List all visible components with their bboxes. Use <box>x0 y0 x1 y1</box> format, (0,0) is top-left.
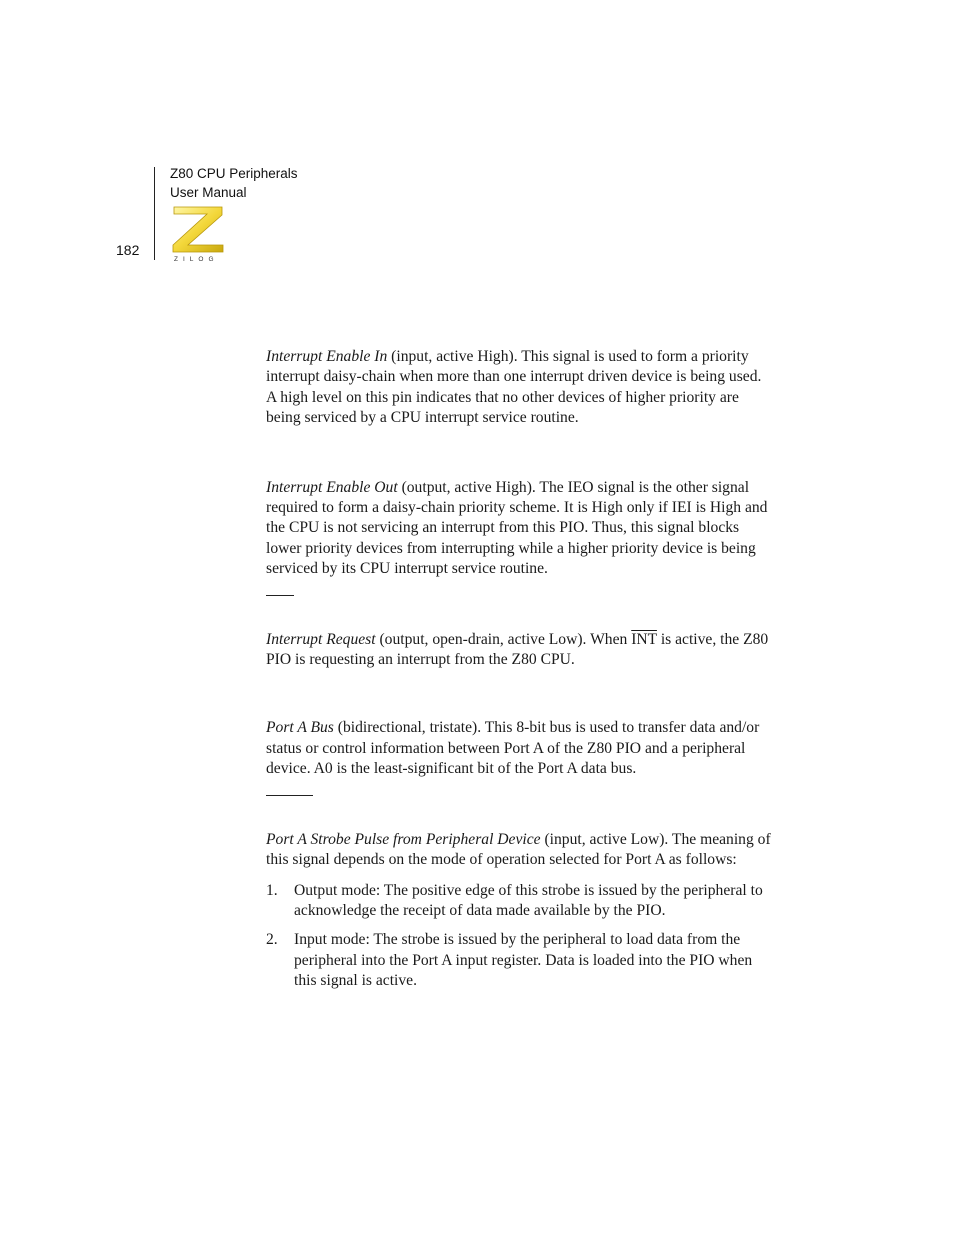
zilog-logo <box>170 205 226 263</box>
paragraph <box>266 830 772 871</box>
entry-ieo <box>266 478 772 580</box>
description: (input, active High). This signal is used to form a priority interrupt daisy-chain when more than one interrupt driven device is being used. A high level on this pin indicates that no other devices of higher priority are being serviced by a CPU interrupt service routine. <box>266 348 762 427</box>
list-text: Output mode: The positive edge of this strobe is issued by the peripheral to acknowledge the receipt of data made available by the PIO. <box>294 881 763 919</box>
term: Port A Bus <box>266 719 334 737</box>
entry-port-a-strobe <box>266 795 772 992</box>
description: (output, active High). The IEO signal is the other signal required to form a daisy-chain priority scheme. It is High only if IEI is High and the CPU is not servicing an interrupt from this PIO. Thus, this signal blocks lower priority devices from interrupting while a higher priority device is being serviced by its CPU interrupt service routine. <box>266 478 768 578</box>
header-rule <box>154 167 155 260</box>
term: Interrupt Enable In <box>266 348 388 365</box>
entry-iei <box>266 347 772 429</box>
list-number: 2. <box>266 931 278 949</box>
paragraph <box>266 630 772 671</box>
paragraph <box>266 718 772 779</box>
list-item <box>266 930 772 991</box>
active-low-overbar <box>266 595 294 596</box>
mode-list <box>266 881 772 992</box>
active-low-overbar <box>266 795 313 796</box>
list-number: 1. <box>266 881 278 899</box>
signal-descriptions <box>266 347 772 1001</box>
description: is active, the Z80 PIO is requesting an interrupt from the Z80 CPU. <box>266 630 769 669</box>
term: Interrupt Request <box>266 630 376 648</box>
entry-int <box>266 595 772 671</box>
paragraph <box>266 347 772 429</box>
page-number: 182 <box>116 242 140 258</box>
signal-name: $\overline{INT}$ <box>631 630 657 648</box>
list-item <box>266 881 772 922</box>
term: Interrupt Enable Out <box>266 478 398 496</box>
logo-wordmark: ZILOG <box>174 256 219 263</box>
manual-subtitle: User Manual <box>170 185 247 200</box>
description: (output, open-drain, active Low). When <box>375 630 632 648</box>
running-header <box>170 164 298 202</box>
term: Port A Strobe Pulse from Peripheral Device <box>266 830 541 848</box>
list-text: Input mode: The strobe is issued by the peripheral to load data from the peripheral into the Port A input register. Data is loaded into the PIO when this signal is active. <box>294 931 753 990</box>
entry-port-a-bus <box>266 718 772 779</box>
paragraph <box>266 478 772 580</box>
description: (input, active Low). The meaning of this signal depends on the mode of operation selected for Port A as follows: <box>266 830 771 869</box>
manual-title: Z80 CPU Peripherals <box>170 166 298 181</box>
description: (bidirectional, tristate). This 8-bit bus is used to transfer data and/or status or control information between Port A of the Z80 PIO and a peripheral device. A0 is the least-significant bit of the Port A data bus. <box>266 719 760 778</box>
